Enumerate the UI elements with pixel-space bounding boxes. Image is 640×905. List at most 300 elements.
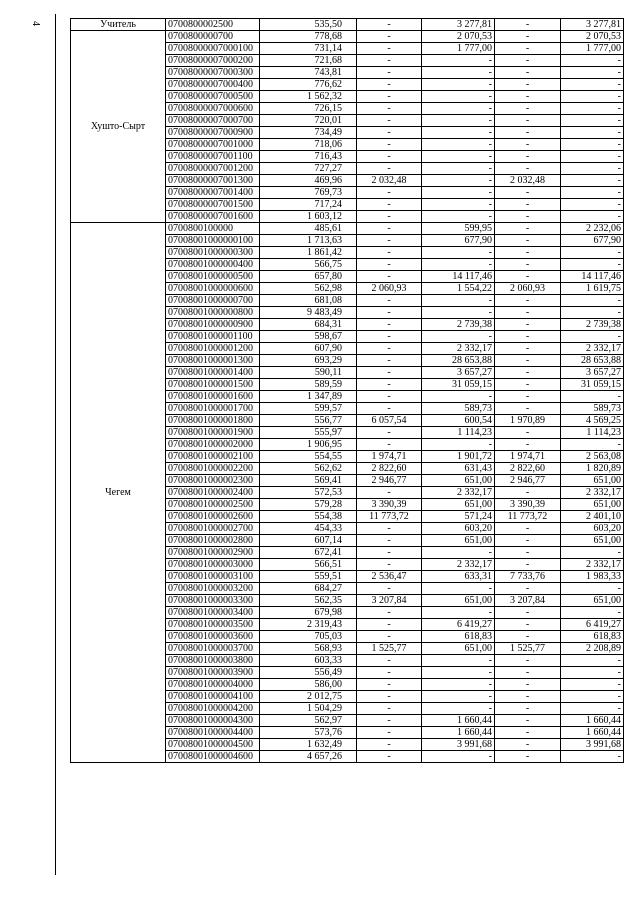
value-4-cell: - bbox=[495, 115, 561, 127]
cadastral-code-cell: 07008001000004000 bbox=[166, 679, 260, 691]
value-2-cell: - bbox=[357, 67, 422, 79]
value-5-cell: - bbox=[561, 679, 624, 691]
value-5-cell: 14 117,46 bbox=[561, 271, 624, 283]
cadastral-code-cell: 07008001000002900 bbox=[166, 547, 260, 559]
value-2-cell: - bbox=[357, 211, 422, 223]
value-1-cell: 743,81 bbox=[260, 67, 357, 79]
value-2-cell: - bbox=[357, 559, 422, 571]
cadastral-code-cell: 07008001000001200 bbox=[166, 343, 260, 355]
cadastral-code-cell: 07008001000001500 bbox=[166, 379, 260, 391]
value-2-cell: - bbox=[357, 535, 422, 547]
value-5-cell: - bbox=[561, 667, 624, 679]
cadastral-code-cell: 07008000007000900 bbox=[166, 127, 260, 139]
cadastral-code-cell: 07008001000001700 bbox=[166, 403, 260, 415]
value-4-cell: - bbox=[495, 655, 561, 667]
value-4-cell: - bbox=[495, 583, 561, 595]
value-2-cell: - bbox=[357, 259, 422, 271]
value-5-cell: 2 070,53 bbox=[561, 31, 624, 43]
value-5-cell: 3 277,81 bbox=[561, 19, 624, 31]
value-2-cell: - bbox=[357, 127, 422, 139]
value-2-cell: - bbox=[357, 187, 422, 199]
value-4-cell: 2 032,48 bbox=[495, 175, 561, 187]
value-3-cell: 2 332,17 bbox=[422, 343, 495, 355]
value-4-cell: - bbox=[495, 151, 561, 163]
value-1-cell: 566,51 bbox=[260, 559, 357, 571]
cadastral-code-cell: 07008001000001400 bbox=[166, 367, 260, 379]
value-2-cell: - bbox=[357, 31, 422, 43]
value-3-cell: - bbox=[422, 679, 495, 691]
value-2-cell: - bbox=[357, 355, 422, 367]
value-3-cell: - bbox=[422, 91, 495, 103]
value-2-cell: - bbox=[357, 55, 422, 67]
value-1-cell: 572,53 bbox=[260, 487, 357, 499]
value-3-cell: - bbox=[422, 127, 495, 139]
value-1-cell: 778,68 bbox=[260, 31, 357, 43]
value-2-cell: - bbox=[357, 319, 422, 331]
value-1-cell: 1 906,95 bbox=[260, 439, 357, 451]
value-3-cell: 1 660,44 bbox=[422, 727, 495, 739]
value-2-cell: - bbox=[357, 91, 422, 103]
cadastral-code-cell: 07008001000002100 bbox=[166, 451, 260, 463]
value-5-cell: - bbox=[561, 199, 624, 211]
value-1-cell: 562,98 bbox=[260, 283, 357, 295]
value-5-cell: - bbox=[561, 211, 624, 223]
value-5-cell: 677,90 bbox=[561, 235, 624, 247]
value-5-cell: - bbox=[561, 67, 624, 79]
value-4-cell: 1 970,89 bbox=[495, 415, 561, 427]
value-3-cell: 1 114,23 bbox=[422, 427, 495, 439]
value-1-cell: 734,49 bbox=[260, 127, 357, 139]
value-2-cell: - bbox=[357, 271, 422, 283]
value-2-cell: - bbox=[357, 79, 422, 91]
value-5-cell: - bbox=[561, 583, 624, 595]
value-5-cell: 28 653,88 bbox=[561, 355, 624, 367]
value-2-cell: - bbox=[357, 43, 422, 55]
value-4-cell: - bbox=[495, 259, 561, 271]
value-3-cell: 3 277,81 bbox=[422, 19, 495, 31]
value-4-cell: 2 060,93 bbox=[495, 283, 561, 295]
value-4-cell: - bbox=[495, 307, 561, 319]
value-4-cell: - bbox=[495, 199, 561, 211]
value-2-cell: - bbox=[357, 235, 422, 247]
value-2-cell: - bbox=[357, 343, 422, 355]
value-1-cell: 562,35 bbox=[260, 595, 357, 607]
value-5-cell: 651,00 bbox=[561, 595, 624, 607]
value-4-cell: 2 946,77 bbox=[495, 475, 561, 487]
value-5-cell: - bbox=[561, 55, 624, 67]
value-2-cell: - bbox=[357, 715, 422, 727]
cadastral-code-cell: 07008001000004500 bbox=[166, 739, 260, 751]
value-3-cell: - bbox=[422, 103, 495, 115]
cadastral-code-cell: 07008001000003400 bbox=[166, 607, 260, 619]
value-4-cell: 3 390,39 bbox=[495, 499, 561, 511]
value-3-cell: - bbox=[422, 247, 495, 259]
value-2-cell: 11 773,72 bbox=[357, 511, 422, 523]
value-4-cell: - bbox=[495, 271, 561, 283]
value-3-cell: - bbox=[422, 391, 495, 403]
value-3-cell: 1 777,00 bbox=[422, 43, 495, 55]
cadastral-code-cell: 0700800100000 bbox=[166, 223, 260, 235]
cadastral-code-cell: 07008001000000700 bbox=[166, 295, 260, 307]
value-3-cell: 2 070,53 bbox=[422, 31, 495, 43]
value-3-cell: 1 554,22 bbox=[422, 283, 495, 295]
value-1-cell: 485,61 bbox=[260, 223, 357, 235]
value-2-cell: 1 525,77 bbox=[357, 643, 422, 655]
value-3-cell: 651,00 bbox=[422, 499, 495, 511]
cadastral-code-cell: 07008001000004100 bbox=[166, 691, 260, 703]
value-4-cell: - bbox=[495, 91, 561, 103]
value-4-cell: - bbox=[495, 343, 561, 355]
value-1-cell: 731,14 bbox=[260, 43, 357, 55]
value-4-cell: - bbox=[495, 331, 561, 343]
value-5-cell: - bbox=[561, 307, 624, 319]
value-3-cell: - bbox=[422, 79, 495, 91]
value-2-cell: - bbox=[357, 199, 422, 211]
value-2-cell: 2 536,47 bbox=[357, 571, 422, 583]
value-2-cell: - bbox=[357, 391, 422, 403]
value-1-cell: 607,90 bbox=[260, 343, 357, 355]
value-2-cell: 2 946,77 bbox=[357, 475, 422, 487]
value-5-cell: 1 820,89 bbox=[561, 463, 624, 475]
cadastral-code-cell: 07008001000003000 bbox=[166, 559, 260, 571]
value-1-cell: 568,93 bbox=[260, 643, 357, 655]
cadastral-code-cell: 07008001000002300 bbox=[166, 475, 260, 487]
value-3-cell: 633,31 bbox=[422, 571, 495, 583]
value-3-cell: - bbox=[422, 115, 495, 127]
value-3-cell: - bbox=[422, 307, 495, 319]
value-1-cell: 590,11 bbox=[260, 367, 357, 379]
value-3-cell: 651,00 bbox=[422, 475, 495, 487]
cadastral-code-cell: 07008000007000300 bbox=[166, 67, 260, 79]
value-1-cell: 555,97 bbox=[260, 427, 357, 439]
cadastral-code-cell: 07008001000002800 bbox=[166, 535, 260, 547]
value-2-cell: - bbox=[357, 631, 422, 643]
cadastral-code-cell: 07008001000004200 bbox=[166, 703, 260, 715]
value-1-cell: 769,73 bbox=[260, 187, 357, 199]
value-5-cell: - bbox=[561, 163, 624, 175]
cadastral-code-cell: 07008001000003300 bbox=[166, 595, 260, 607]
value-2-cell: 6 057,54 bbox=[357, 415, 422, 427]
value-3-cell: - bbox=[422, 691, 495, 703]
value-4-cell: - bbox=[495, 703, 561, 715]
value-5-cell: - bbox=[561, 655, 624, 667]
value-5-cell: 589,73 bbox=[561, 403, 624, 415]
value-5-cell: 1 660,44 bbox=[561, 727, 624, 739]
cadastral-code-cell: 07008001000002200 bbox=[166, 463, 260, 475]
cadastral-code-cell: 07008001000002400 bbox=[166, 487, 260, 499]
value-3-cell: 600,54 bbox=[422, 415, 495, 427]
cadastral-code-cell: 07008001000002000 bbox=[166, 439, 260, 451]
value-2-cell: - bbox=[357, 427, 422, 439]
margin-rule bbox=[55, 14, 56, 875]
value-1-cell: 721,68 bbox=[260, 55, 357, 67]
value-5-cell: 3 657,27 bbox=[561, 367, 624, 379]
page-number: 4 bbox=[30, 21, 41, 26]
value-2-cell: - bbox=[357, 331, 422, 343]
cadastral-code-cell: 07008001000004300 bbox=[166, 715, 260, 727]
value-4-cell: - bbox=[495, 619, 561, 631]
cadastral-code-cell: 07008000007000100 bbox=[166, 43, 260, 55]
value-2-cell: - bbox=[357, 115, 422, 127]
cadastral-code-cell: 07008001000000300 bbox=[166, 247, 260, 259]
value-4-cell: - bbox=[495, 211, 561, 223]
value-2-cell: 1 974,71 bbox=[357, 451, 422, 463]
value-1-cell: 1 504,29 bbox=[260, 703, 357, 715]
value-2-cell: - bbox=[357, 151, 422, 163]
value-3-cell: - bbox=[422, 211, 495, 223]
value-1-cell: 603,33 bbox=[260, 655, 357, 667]
value-4-cell: - bbox=[495, 103, 561, 115]
value-2-cell: - bbox=[357, 667, 422, 679]
value-2-cell: - bbox=[357, 367, 422, 379]
value-1-cell: 716,43 bbox=[260, 151, 357, 163]
value-4-cell: - bbox=[495, 439, 561, 451]
cadastral-code-cell: 07008000007001200 bbox=[166, 163, 260, 175]
value-5-cell: 1 114,23 bbox=[561, 427, 624, 439]
value-1-cell: 726,15 bbox=[260, 103, 357, 115]
value-1-cell: 718,06 bbox=[260, 139, 357, 151]
value-5-cell: - bbox=[561, 259, 624, 271]
cadastral-code-cell: 07008000007000200 bbox=[166, 55, 260, 67]
value-5-cell: 603,20 bbox=[561, 523, 624, 535]
value-3-cell: 651,00 bbox=[422, 595, 495, 607]
value-5-cell: 1 777,00 bbox=[561, 43, 624, 55]
value-1-cell: 672,41 bbox=[260, 547, 357, 559]
value-1-cell: 720,01 bbox=[260, 115, 357, 127]
value-3-cell: 618,83 bbox=[422, 631, 495, 643]
value-4-cell: - bbox=[495, 547, 561, 559]
value-5-cell: 2 739,38 bbox=[561, 319, 624, 331]
value-1-cell: 679,98 bbox=[260, 607, 357, 619]
value-2-cell: - bbox=[357, 739, 422, 751]
value-4-cell: - bbox=[495, 607, 561, 619]
value-3-cell: - bbox=[422, 607, 495, 619]
value-5-cell: 2 332,17 bbox=[561, 559, 624, 571]
value-4-cell: - bbox=[495, 55, 561, 67]
value-4-cell: - bbox=[495, 163, 561, 175]
value-3-cell: - bbox=[422, 655, 495, 667]
value-3-cell: - bbox=[422, 175, 495, 187]
value-5-cell: - bbox=[561, 139, 624, 151]
value-2-cell: - bbox=[357, 691, 422, 703]
cadastral-code-cell: 07008000007001600 bbox=[166, 211, 260, 223]
value-1-cell: 569,41 bbox=[260, 475, 357, 487]
value-3-cell: 28 653,88 bbox=[422, 355, 495, 367]
settlement-name-cell: Хушто-Сырт bbox=[71, 31, 166, 223]
cadastral-code-cell: 07008000007001100 bbox=[166, 151, 260, 163]
value-3-cell: 3 991,68 bbox=[422, 739, 495, 751]
value-4-cell: 1 974,71 bbox=[495, 451, 561, 463]
value-5-cell: - bbox=[561, 391, 624, 403]
cadastral-code-cell: 07008001000000500 bbox=[166, 271, 260, 283]
value-3-cell: - bbox=[422, 295, 495, 307]
value-3-cell: - bbox=[422, 703, 495, 715]
value-2-cell: - bbox=[357, 487, 422, 499]
value-5-cell: 1 660,44 bbox=[561, 715, 624, 727]
value-5-cell: 3 991,68 bbox=[561, 739, 624, 751]
value-3-cell: - bbox=[422, 667, 495, 679]
value-1-cell: 2 012,75 bbox=[260, 691, 357, 703]
value-5-cell: - bbox=[561, 187, 624, 199]
value-1-cell: 586,00 bbox=[260, 679, 357, 691]
value-3-cell: 599,95 bbox=[422, 223, 495, 235]
value-4-cell: - bbox=[495, 403, 561, 415]
value-5-cell: 6 419,27 bbox=[561, 619, 624, 631]
cadastral-code-cell: 07008001000000400 bbox=[166, 259, 260, 271]
value-4-cell: - bbox=[495, 223, 561, 235]
value-4-cell: 3 207,84 bbox=[495, 595, 561, 607]
value-1-cell: 9 483,49 bbox=[260, 307, 357, 319]
value-5-cell: 2 332,17 bbox=[561, 343, 624, 355]
value-1-cell: 717,24 bbox=[260, 199, 357, 211]
cadastral-code-cell: 07008000007000600 bbox=[166, 103, 260, 115]
value-1-cell: 1 347,89 bbox=[260, 391, 357, 403]
cadastral-code-cell: 07008001000003600 bbox=[166, 631, 260, 643]
value-1-cell: 681,08 bbox=[260, 295, 357, 307]
settlement-name-cell: Чегем bbox=[71, 223, 166, 763]
cadastral-code-cell: 07008001000002700 bbox=[166, 523, 260, 535]
value-5-cell: - bbox=[561, 439, 624, 451]
value-5-cell: - bbox=[561, 127, 624, 139]
value-1-cell: 589,59 bbox=[260, 379, 357, 391]
cadastral-code-cell: 07008001000001800 bbox=[166, 415, 260, 427]
value-4-cell: - bbox=[495, 247, 561, 259]
value-5-cell: 2 563,08 bbox=[561, 451, 624, 463]
value-3-cell: 3 657,27 bbox=[422, 367, 495, 379]
value-3-cell: - bbox=[422, 139, 495, 151]
cadastral-code-cell: 07008001000004600 bbox=[166, 751, 260, 763]
value-2-cell: 2 032,48 bbox=[357, 175, 422, 187]
value-5-cell: - bbox=[561, 79, 624, 91]
value-1-cell: 599,57 bbox=[260, 403, 357, 415]
value-2-cell: - bbox=[357, 523, 422, 535]
value-1-cell: 4 657,26 bbox=[260, 751, 357, 763]
value-5-cell: 618,83 bbox=[561, 631, 624, 643]
table-row bbox=[71, 223, 624, 235]
value-5-cell: - bbox=[561, 175, 624, 187]
value-3-cell: - bbox=[422, 55, 495, 67]
value-1-cell: 657,80 bbox=[260, 271, 357, 283]
value-3-cell: 631,43 bbox=[422, 463, 495, 475]
value-5-cell: 31 059,15 bbox=[561, 379, 624, 391]
value-1-cell: 1 861,42 bbox=[260, 247, 357, 259]
cadastral-code-cell: 07008001000001300 bbox=[166, 355, 260, 367]
cadastral-code-cell: 07008001000001900 bbox=[166, 427, 260, 439]
value-2-cell: - bbox=[357, 727, 422, 739]
value-5-cell: - bbox=[561, 547, 624, 559]
value-1-cell: 469,96 bbox=[260, 175, 357, 187]
value-3-cell: 1 901,72 bbox=[422, 451, 495, 463]
value-4-cell: - bbox=[495, 79, 561, 91]
cadastral-code-cell: 07008001000003900 bbox=[166, 667, 260, 679]
value-2-cell: 2 822,60 bbox=[357, 463, 422, 475]
value-4-cell: - bbox=[495, 187, 561, 199]
value-4-cell: 11 773,72 bbox=[495, 511, 561, 523]
value-2-cell: - bbox=[357, 163, 422, 175]
value-3-cell: 589,73 bbox=[422, 403, 495, 415]
cadastral-code-cell: 07008001000004400 bbox=[166, 727, 260, 739]
cadastral-code-cell: 0700800000700 bbox=[166, 31, 260, 43]
value-5-cell: 2 332,17 bbox=[561, 487, 624, 499]
value-4-cell: - bbox=[495, 739, 561, 751]
value-4-cell: - bbox=[495, 679, 561, 691]
value-2-cell: - bbox=[357, 703, 422, 715]
cadastral-code-cell: 07008001000003700 bbox=[166, 643, 260, 655]
value-3-cell: 31 059,15 bbox=[422, 379, 495, 391]
value-1-cell: 559,51 bbox=[260, 571, 357, 583]
value-3-cell: - bbox=[422, 547, 495, 559]
value-1-cell: 1 603,12 bbox=[260, 211, 357, 223]
value-4-cell: - bbox=[495, 727, 561, 739]
value-5-cell: - bbox=[561, 247, 624, 259]
value-1-cell: 2 319,43 bbox=[260, 619, 357, 631]
value-3-cell: 603,20 bbox=[422, 523, 495, 535]
value-1-cell: 579,28 bbox=[260, 499, 357, 511]
cadastral-code-cell: 0700800002500 bbox=[166, 19, 260, 31]
value-4-cell: - bbox=[495, 295, 561, 307]
value-3-cell: 571,24 bbox=[422, 511, 495, 523]
value-2-cell: - bbox=[357, 403, 422, 415]
tariff-table bbox=[70, 18, 624, 763]
value-1-cell: 1 562,32 bbox=[260, 91, 357, 103]
value-4-cell: - bbox=[495, 367, 561, 379]
value-3-cell: 2 332,17 bbox=[422, 487, 495, 499]
value-4-cell: - bbox=[495, 319, 561, 331]
value-2-cell: - bbox=[357, 547, 422, 559]
cadastral-code-cell: 07008000007000500 bbox=[166, 91, 260, 103]
value-5-cell: 651,00 bbox=[561, 535, 624, 547]
value-4-cell: - bbox=[495, 31, 561, 43]
value-1-cell: 562,62 bbox=[260, 463, 357, 475]
value-1-cell: 556,77 bbox=[260, 415, 357, 427]
value-2-cell: - bbox=[357, 379, 422, 391]
value-2-cell: - bbox=[357, 103, 422, 115]
value-3-cell: 651,00 bbox=[422, 535, 495, 547]
value-1-cell: 573,76 bbox=[260, 727, 357, 739]
cadastral-code-cell: 07008001000003200 bbox=[166, 583, 260, 595]
value-4-cell: 1 525,77 bbox=[495, 643, 561, 655]
value-4-cell: - bbox=[495, 523, 561, 535]
value-4-cell: - bbox=[495, 391, 561, 403]
value-3-cell: 677,90 bbox=[422, 235, 495, 247]
value-2-cell: - bbox=[357, 307, 422, 319]
value-2-cell: - bbox=[357, 751, 422, 763]
value-4-cell: - bbox=[495, 19, 561, 31]
cadastral-code-cell: 07008000007001000 bbox=[166, 139, 260, 151]
value-4-cell: - bbox=[495, 751, 561, 763]
value-4-cell: - bbox=[495, 427, 561, 439]
value-3-cell: - bbox=[422, 151, 495, 163]
cadastral-code-cell: 07008001000000100 bbox=[166, 235, 260, 247]
value-4-cell: - bbox=[495, 235, 561, 247]
value-4-cell: - bbox=[495, 127, 561, 139]
value-4-cell: - bbox=[495, 691, 561, 703]
cadastral-code-cell: 07008000007000400 bbox=[166, 79, 260, 91]
value-4-cell: - bbox=[495, 43, 561, 55]
value-3-cell: 2 739,38 bbox=[422, 319, 495, 331]
value-3-cell: - bbox=[422, 331, 495, 343]
cadastral-code-cell: 07008001000003500 bbox=[166, 619, 260, 631]
value-5-cell: - bbox=[561, 751, 624, 763]
value-5-cell: 651,00 bbox=[561, 499, 624, 511]
value-5-cell: - bbox=[561, 691, 624, 703]
cadastral-code-cell: 07008001000000800 bbox=[166, 307, 260, 319]
value-5-cell: - bbox=[561, 703, 624, 715]
cadastral-code-cell: 07008001000000600 bbox=[166, 283, 260, 295]
value-5-cell: - bbox=[561, 331, 624, 343]
value-4-cell: 2 822,60 bbox=[495, 463, 561, 475]
value-4-cell: - bbox=[495, 667, 561, 679]
